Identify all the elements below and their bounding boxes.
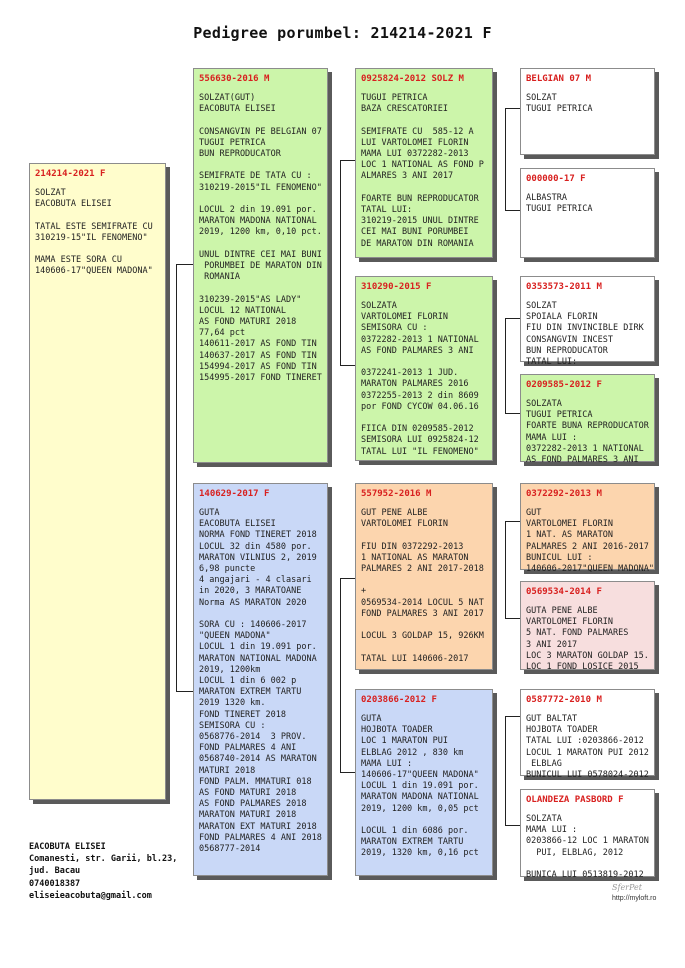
pedigree-line: MARATON MADONA NATIONAL bbox=[361, 792, 479, 803]
pedigree-line: 140611-2017 AS FOND TIN bbox=[199, 339, 317, 350]
pedigree-line: TATAL LUI "IL FENOMENO" bbox=[361, 446, 479, 457]
pedigree-line: FIU DIN INVINCIBLE DIRK bbox=[526, 323, 644, 334]
pedigree-line: ELBLAG bbox=[526, 758, 562, 769]
pedigree-line: MARATON MADONA NATIONAL bbox=[199, 216, 317, 227]
pedigree-line: 140606-2017"QUEEN MADONA" bbox=[526, 564, 654, 575]
pedigree-line: 4 angajari - 4 clasari bbox=[199, 575, 312, 586]
pedigree-line: GUTA bbox=[199, 508, 220, 518]
pedigree-line: TATAL LUI: bbox=[361, 205, 413, 216]
pedigree-line: MARATON PALMARES 2016 bbox=[361, 379, 469, 390]
pedigree-line bbox=[361, 183, 487, 194]
pedigree-line bbox=[199, 115, 322, 126]
pedigree-line: LOCUL 1 din 19.091 por. bbox=[199, 642, 317, 653]
pedigree-line: por FOND CYCOW 04.06.16 bbox=[361, 401, 479, 412]
pedigree-line: 3 ANI 2017 bbox=[526, 639, 578, 650]
pedigree-line: SEMIFRATE DE TATA CU : bbox=[199, 171, 312, 182]
pedigree-line: FIICA DIN 0209585-2012 bbox=[361, 424, 474, 435]
pedigree-line: Norma AS MARATON 2020 bbox=[199, 597, 307, 608]
page-title: Pedigree porumbel: 214214-2021 F bbox=[193, 24, 492, 42]
pedigree-line bbox=[35, 244, 160, 255]
pedigree-line: PUI, ELBLAG, 2012 bbox=[526, 847, 624, 858]
breeder-contact bbox=[29, 841, 177, 902]
pedigree-line: DE MARATON DIN ROMANIA bbox=[361, 238, 474, 249]
pedigree-line: LOCUL 12 NATIONAL bbox=[199, 305, 286, 316]
pedigree-line: FOARTE BUNA REPRODUCATOR bbox=[526, 421, 649, 432]
pigeon-ring-number: 0372292-2013 M bbox=[526, 489, 602, 499]
pedigree-line: SEMISORA CU : bbox=[199, 720, 266, 731]
sire-card bbox=[193, 68, 328, 463]
pedigree-line: AS FOND PALMARES 3 ANI bbox=[526, 455, 639, 466]
pedigree-line: MAMA LUI 0372282-2013 bbox=[361, 149, 469, 160]
pedigree-line: FOND PALM. MMATURI 018 bbox=[199, 776, 312, 787]
pedigree-line: VARTOLOMEI FLORIN bbox=[526, 617, 613, 628]
pedigree-line bbox=[361, 115, 487, 126]
pedigree-line: TATAL LUI: bbox=[526, 357, 578, 368]
pigeon-ring-number: 0587772-2010 M bbox=[526, 695, 602, 705]
pedigree-line: ELBLAG 2012 , 830 km bbox=[361, 747, 464, 758]
pedigree-line bbox=[199, 194, 322, 205]
pedigree-line: 1 NAT. AS MARATON bbox=[526, 530, 613, 541]
pedigree-line bbox=[526, 859, 649, 870]
pigeon-ring-number: BELGIAN 07 M bbox=[526, 74, 592, 84]
pedigree-line: 1 NATIONAL AS MARATON bbox=[361, 552, 469, 563]
pedigree-line: BUNICUL LUI : bbox=[526, 552, 593, 563]
sire-dam-card bbox=[355, 276, 493, 461]
sd-sire-card bbox=[520, 276, 655, 368]
pigeon-ring-number: 214214-2021 F bbox=[35, 169, 106, 179]
pedigree-line: PORUMBEI DE MARATON DIN bbox=[199, 261, 322, 272]
pedigree-line: MAMA LUI : bbox=[361, 758, 413, 769]
pedigree-line: BAZA CRESCATORIEI bbox=[361, 104, 448, 115]
sd-dam-card bbox=[520, 374, 655, 466]
connector-line bbox=[505, 618, 520, 619]
pedigree-line: MARATON VILNIUS 2, 2019 bbox=[199, 552, 317, 563]
pedigree-line: TUGUI PETRICA bbox=[526, 410, 593, 421]
pedigree-line: 140606-17"QUEEN MADONA" bbox=[361, 770, 479, 781]
pigeon-ring-number: 556630-2016 M bbox=[199, 74, 270, 84]
pedigree-line: LOCUL 2 din 19.091 por. bbox=[199, 205, 317, 216]
ds-dam-card bbox=[520, 581, 655, 673]
pedigree-line: GUTA bbox=[361, 714, 382, 724]
pedigree-line: FOND TINERET 2018 bbox=[199, 709, 286, 720]
pedigree-line bbox=[361, 357, 487, 368]
pedigree-line: SEMISORA LUI 0925824-12 bbox=[361, 435, 479, 446]
pigeon-ring-number: 0925824-2012 SOLZ M bbox=[361, 74, 464, 84]
pedigree-line: 2019, 1200km bbox=[199, 664, 261, 675]
pedigree-line: MARATON MATURI 2018 bbox=[199, 810, 297, 821]
pedigree-line: SORA CU : 140606-2017 bbox=[199, 620, 307, 631]
pedigree-line: AS FOND PALMARES 3 ANI bbox=[361, 345, 474, 356]
connector-line bbox=[340, 578, 355, 579]
pedigree-line: 0372282-2013 1 NATIONAL bbox=[526, 443, 644, 454]
pedigree-line: SOLZAT bbox=[526, 301, 557, 311]
footer-line: EACOBUTA ELISEI bbox=[29, 842, 106, 852]
pedigree-line: 310239-2015"AS LADY" bbox=[199, 294, 302, 305]
sire-sire-card bbox=[355, 68, 493, 258]
pedigree-line: "QUEEN MADONA" bbox=[199, 631, 271, 642]
dd-dam-card bbox=[520, 789, 655, 881]
dd-sire-card bbox=[520, 689, 655, 781]
pedigree-line: 310219-2015"IL FENOMENO" bbox=[199, 182, 322, 193]
pedigree-line: 140637-2017 AS FOND TIN bbox=[199, 350, 317, 361]
pedigree-line: MARATON NATIONAL MADONA bbox=[199, 653, 317, 664]
pedigree-line bbox=[199, 609, 322, 620]
pedigree-line: PALMARES 2 ANI 2017-2018 bbox=[361, 564, 484, 575]
pedigree-line: 310219-2015 UNUL DINTRE bbox=[361, 216, 479, 227]
ss-dam-card bbox=[520, 168, 655, 258]
pedigree-line: ROMANIA bbox=[199, 272, 240, 283]
pedigree-line: ALMARES 3 ANI 2017 bbox=[361, 171, 454, 182]
pedigree-line: NORMA FOND TINERET 2018 bbox=[199, 530, 317, 541]
pedigree-line: 6,98 puncte bbox=[199, 564, 256, 575]
connector-line bbox=[340, 772, 355, 773]
pedigree-line bbox=[199, 283, 322, 294]
connector-line bbox=[340, 365, 355, 366]
pedigree-line bbox=[361, 530, 487, 541]
pedigree-line: CEI MAI BUNI PORUMBEI bbox=[361, 227, 469, 238]
pedigree-line: SOLZATA bbox=[361, 301, 397, 311]
connector-line bbox=[505, 210, 520, 211]
pedigree-line: UNUL DINTRE CEI MAI BUNI bbox=[199, 249, 322, 260]
pedigree-line: in 2020, 3 MARATOANE bbox=[199, 586, 302, 597]
connector-line bbox=[505, 716, 506, 826]
pedigree-line: SPOIALA FLORIN bbox=[526, 312, 598, 323]
pedigree-line: TATAL LUI 140606-2017 bbox=[361, 653, 469, 664]
pedigree-line: 310219-15"IL FENOMENO" bbox=[35, 232, 148, 243]
pedigree-line bbox=[361, 620, 487, 631]
connector-line bbox=[505, 318, 506, 414]
connector-line bbox=[505, 716, 520, 717]
pedigree-line: CONSANGVIN INCEST bbox=[526, 334, 613, 345]
pedigree-line: 0568776-2014 3 PROV. bbox=[199, 732, 307, 743]
pedigree-line: 154994-2017 AS FOND TIN bbox=[199, 361, 317, 372]
pedigree-line bbox=[199, 160, 322, 171]
connector-line bbox=[505, 108, 506, 211]
connector-line bbox=[340, 160, 355, 161]
pedigree-line: SOLZAT bbox=[35, 188, 66, 198]
connector-line bbox=[176, 264, 177, 692]
footer-line: eliseieacobuta@gmail.com bbox=[29, 890, 152, 901]
pigeon-ring-number: 000000-17 F bbox=[526, 174, 586, 184]
pedigree-line: GUT bbox=[526, 508, 542, 518]
pedigree-line: MAMA LUI : bbox=[526, 825, 578, 836]
pedigree-line: EACOBUTA ELISEI bbox=[199, 104, 276, 115]
pedigree-line: 2019, 1320 km, 0,16 pct bbox=[361, 848, 479, 859]
pedigree-line: LOC 1 NATIONAL AS FOND P bbox=[361, 160, 484, 171]
pedigree-line: 0372241-2013 1 JUD. bbox=[361, 368, 459, 379]
dam-sire-card bbox=[355, 483, 493, 670]
footer-line: jud. Bacau bbox=[29, 866, 81, 877]
pedigree-line: VARTOLOMEI FLORIN bbox=[361, 519, 448, 530]
pigeon-ring-number: 0203866-2012 F bbox=[361, 695, 437, 705]
pedigree-line: 77,64 pct bbox=[199, 328, 246, 339]
signature: SferPet bbox=[612, 883, 642, 892]
pedigree-line: TUGUI PETRICA bbox=[526, 204, 593, 215]
pedigree-line bbox=[361, 413, 487, 424]
pedigree-line: EACOBUTA ELISEI bbox=[35, 199, 112, 210]
subject-card bbox=[29, 163, 166, 800]
pedigree-line bbox=[361, 815, 487, 826]
pedigree-line: FOARTE BUN REPRODUCATOR bbox=[361, 193, 479, 204]
pedigree-line: FOND PALMARES 3 ANI 2017 bbox=[361, 608, 484, 619]
pedigree-line: MAMA ESTE SORA CU bbox=[35, 255, 122, 266]
pedigree-line: AS FOND MATURI 2018 bbox=[199, 317, 297, 328]
pedigree-line: + bbox=[361, 586, 367, 597]
connector-line bbox=[505, 521, 520, 522]
pedigree-line: GUT BALTAT bbox=[526, 714, 578, 724]
pedigree-line: LOCUL 3 GOLDAP 15, 926KM bbox=[361, 631, 484, 642]
pedigree-line: FIU DIN 0372292-2013 bbox=[361, 541, 464, 552]
pedigree-line: SOLZAT(GUT) bbox=[199, 93, 256, 103]
pedigree-line bbox=[361, 575, 487, 586]
pedigree-line: FOND PALMARES 4 ANI bbox=[199, 743, 297, 754]
pedigree-line: 2019 1320 km. bbox=[199, 698, 266, 709]
pedigree-line: MARATON EXT MATURI 2018 bbox=[199, 821, 317, 832]
pedigree-line: EACOBUTA ELISEI bbox=[199, 519, 276, 530]
pedigree-line: TUGUI PETRICA bbox=[199, 137, 266, 148]
pedigree-line: MARATON EXTREM TARTU bbox=[361, 837, 464, 848]
pedigree-line: MARATON EXTREM TARTU bbox=[199, 687, 302, 698]
pedigree-line: 2019, 1200 km, 0,05 pct bbox=[361, 803, 479, 814]
pedigree-line: BUN REPRODUCATOR bbox=[526, 345, 608, 356]
pedigree-line: 5 NAT. FOND PALMARES bbox=[526, 628, 629, 639]
pedigree-line: 154995-2017 FOND TINERET bbox=[199, 373, 322, 384]
pedigree-line: BUN REPRODUCATOR bbox=[199, 149, 281, 160]
pedigree-line: 0372255-2013 2 din 8609 bbox=[361, 390, 479, 401]
pedigree-line: GUT PENE ALBE bbox=[361, 508, 428, 518]
pigeon-ring-number: 140629-2017 F bbox=[199, 489, 270, 499]
pedigree-line: PALMARES 2 ANI 2016-2017 bbox=[526, 541, 649, 552]
pedigree-line: ALBASTRA bbox=[526, 193, 567, 203]
pedigree-line: TATAL LUI :0203866-2012 bbox=[526, 736, 644, 747]
pedigree-line: LOCUL 1 din 6086 por. bbox=[361, 826, 469, 837]
pedigree-line: 2019, 1200 km, 0,10 pct. bbox=[199, 227, 322, 238]
footer-line: 0740018387 bbox=[29, 878, 81, 889]
pedigree-line: GUTA PENE ALBE bbox=[526, 606, 598, 616]
connector-line bbox=[505, 521, 506, 619]
pedigree-line: AS FOND MATURI 2018 bbox=[199, 788, 297, 799]
connector-line bbox=[505, 108, 520, 109]
pedigree-line: BUNICA LUI 0513819-2012 bbox=[526, 870, 644, 881]
pedigree-line: TUGUI PETRICA bbox=[361, 93, 428, 103]
connector-line bbox=[340, 578, 341, 773]
pedigree-line: HOJBOTA TOADER bbox=[361, 725, 433, 736]
pedigree-line bbox=[361, 642, 487, 653]
pedigree-line: LOC 1 FOND LOSICE 2015 bbox=[526, 662, 639, 673]
pedigree-line: LOC 3 MARATON GOLDAP 15. bbox=[526, 650, 649, 661]
pigeon-ring-number: 0353573-2011 M bbox=[526, 282, 602, 292]
pedigree-line: TUGUI PETRICA bbox=[526, 104, 593, 115]
pigeon-ring-number: 557952-2016 M bbox=[361, 489, 432, 499]
ds-sire-card bbox=[520, 483, 655, 575]
site-url: http://myloft.ro bbox=[612, 895, 657, 902]
pedigree-line: SOLZATA bbox=[526, 399, 562, 409]
ss-sire-card bbox=[520, 68, 655, 155]
pedigree-line: 0569534-2014 LOCUL 5 NAT bbox=[361, 597, 484, 608]
dam-card bbox=[193, 483, 328, 876]
pigeon-ring-number: 0209585-2012 F bbox=[526, 380, 602, 390]
pedigree-line: 140606-17"QUEEN MADONA" bbox=[35, 266, 153, 277]
pedigree-line: 0568740-2014 AS MARATON bbox=[199, 754, 317, 765]
pigeon-ring-number: 310290-2015 F bbox=[361, 282, 432, 292]
connector-line bbox=[505, 413, 520, 414]
pedigree-line: TATAL ESTE SEMIFRATE CU bbox=[35, 221, 153, 232]
pedigree-line: SOLZATA bbox=[526, 814, 562, 824]
pedigree-line: LOCUL 1 MARATON PUI 2012 bbox=[526, 747, 649, 758]
pedigree-line: 0568777-2014 bbox=[199, 844, 261, 855]
connector-line bbox=[505, 825, 520, 826]
pedigree-line: MAMA LUI : bbox=[526, 432, 578, 443]
pedigree-line bbox=[199, 239, 322, 250]
pedigree-line: BUNICUL LUI 0578024-2012 bbox=[526, 770, 649, 781]
pedigree-line: LUI VARTOLOMEI FLORIN bbox=[361, 137, 469, 148]
pedigree-line: FOND PALMARES 4 ANI 2018 bbox=[199, 832, 322, 843]
connector-line bbox=[505, 318, 520, 319]
connector-line bbox=[176, 691, 193, 692]
dam-dam-card bbox=[355, 689, 493, 876]
pedigree-line bbox=[35, 210, 160, 221]
pedigree-line: LOCUL 1 din 6 002 p bbox=[199, 676, 297, 687]
footer-line: Comanesti, str. Garii, bl.23, bbox=[29, 854, 178, 865]
pedigree-line: LOCUL 32 din 4580 por. bbox=[199, 541, 312, 552]
pigeon-ring-number: OLANDEZA PASBORD F bbox=[526, 795, 624, 805]
pigeon-ring-number: 0569534-2014 F bbox=[526, 587, 602, 597]
pedigree-line: SOLZAT bbox=[526, 93, 557, 103]
pedigree-line: 0372282-2013 1 NATIONAL bbox=[361, 334, 479, 345]
pedigree-line: VARTOLOMEI FLORIN bbox=[526, 519, 613, 530]
pedigree-line: LOCUL 1 din 19.091 por. bbox=[361, 781, 479, 792]
pedigree-line: 0203866-12 LOC 1 MARATON bbox=[526, 836, 649, 847]
pedigree-line: LOC 1 MARATON PUI bbox=[361, 736, 448, 747]
pedigree-line: SEMIFRATE CU 585-12 A bbox=[361, 126, 474, 137]
connector-line bbox=[340, 160, 341, 366]
pedigree-line: HOJBOTA TOADER bbox=[526, 725, 598, 736]
connector-line bbox=[176, 264, 193, 265]
pedigree-line: SEMISORA CU : bbox=[361, 323, 428, 334]
pedigree-line: VARTOLOMEI FLORIN bbox=[361, 312, 448, 323]
pedigree-line: AS FOND PALMARES 2018 bbox=[199, 799, 307, 810]
pedigree-line: CONSANGVIN PE BELGIAN 07 bbox=[199, 126, 322, 137]
pedigree-line: MATURI 2018 bbox=[199, 765, 256, 776]
